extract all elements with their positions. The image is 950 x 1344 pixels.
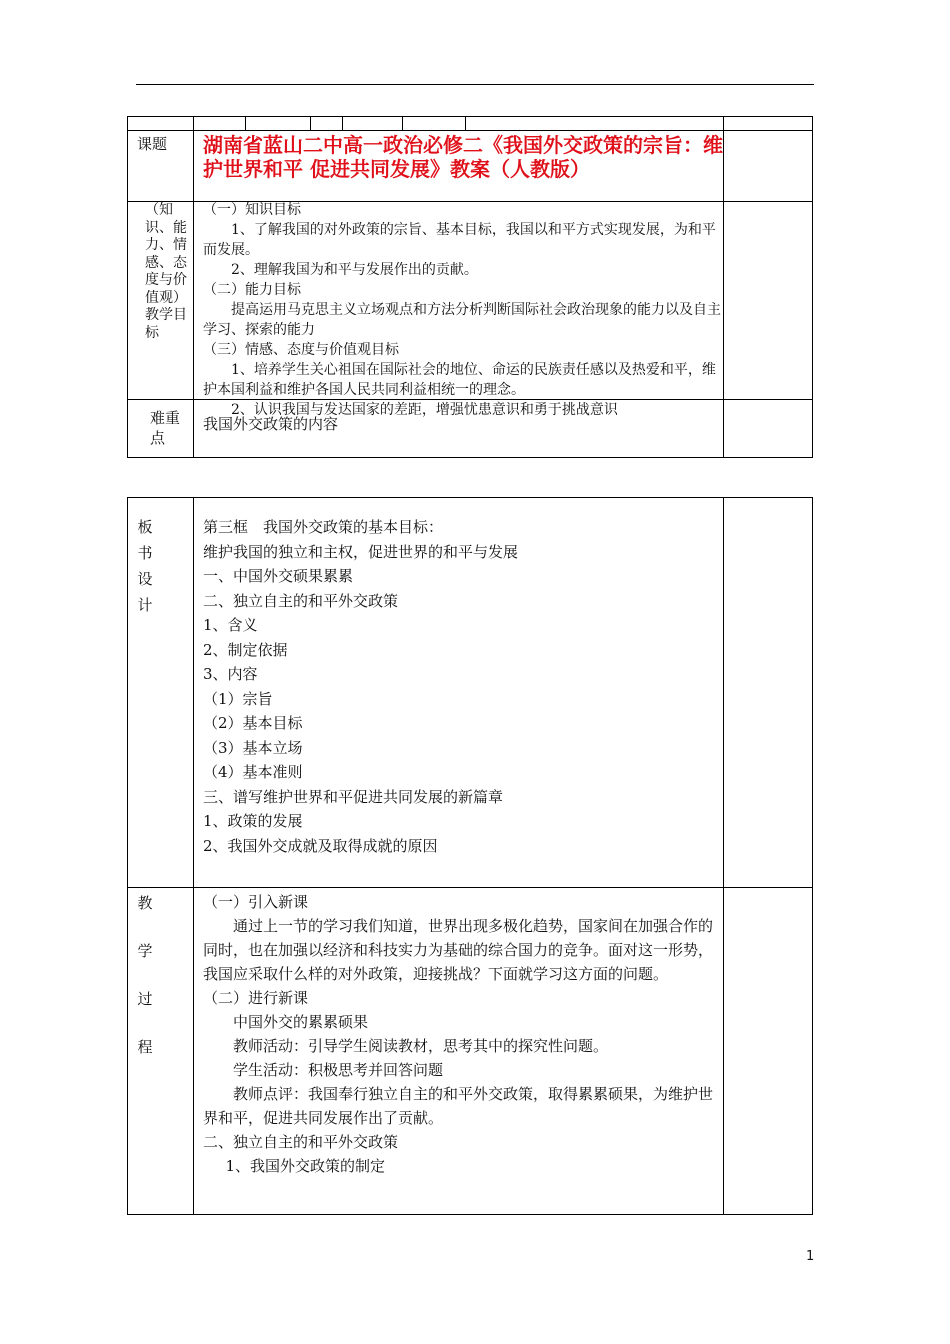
header-rule: [136, 84, 814, 85]
board-line: （1）宗旨: [203, 689, 273, 708]
board-line: （4）基本准则: [203, 763, 303, 781]
board-label-4: 计: [137, 596, 153, 614]
board-design-content: [203, 515, 721, 858]
process-label-1: 教: [137, 894, 153, 912]
process-label-3: 过: [137, 990, 153, 1008]
process-paragraph: 通过上一节的学习我们知道，世界出现多极化趋势，国家间在加强合作的同时，也在加强以经济和科技实力为基础的综合国力的竞争。面对这一形势，我国应采取什么样的对外政策，迎接挑战？下面就学习这方面的问题。: [203, 917, 714, 983]
objective-heading-emotion: （三）情感、态度与价值观目标: [203, 342, 399, 358]
board-label-2: 书: [137, 544, 153, 562]
process-heading-intro: （一）引入新课: [203, 893, 309, 911]
board-line: （3）基本立场: [203, 738, 303, 757]
board-label-3: 设: [137, 570, 153, 588]
title-label: 课题: [137, 135, 168, 153]
process-line: 1、我国外交政策的制定: [225, 1157, 386, 1175]
board-line: 2、我国外交成就及取得成就的原因: [203, 836, 438, 855]
page-number: 1: [806, 1249, 815, 1264]
objective-heading-knowledge: （一）知识目标: [203, 202, 301, 218]
process-heading-new: （二）进行新课: [203, 989, 309, 1007]
board-line: 三、谱写维护世界和平促进共同发展的新篇章: [203, 787, 504, 806]
process-line: 中国外交的累累硕果: [233, 1013, 369, 1031]
objectives-label: （知识、能力、情感、态度与价值观）教学目标: [145, 202, 187, 341]
board-line: 第三框 我国外交政策的基本目标：: [203, 518, 444, 536]
board-line: 维护我国的独立和主权，促进世界的和平与发展: [203, 542, 519, 561]
board-line: 一、中国外交硕果累累: [203, 567, 354, 585]
board-line: （2）基本目标: [203, 714, 303, 732]
objective-text: 1、培养学生关心祖国在国际社会的地位、命运的民族责任感以及热爱和平，维护本国利益和维护各国人民共同利益相统一的理念。: [203, 362, 716, 398]
board-line: 二、独立自主的和平外交政策: [203, 591, 399, 610]
objectives-content: [203, 200, 721, 420]
board-label-1: 板: [137, 518, 153, 536]
key-points-text: 我国外交政策的内容: [203, 415, 339, 433]
key-points-label: 难重点: [150, 409, 181, 447]
process-paragraph: 教师点评：我国奉行独立自主的和平外交政策，取得累累硕果，为维护世界和平，促进共同发展作出了贡献。: [203, 1085, 714, 1127]
board-line: 1、政策的发展: [203, 812, 303, 830]
board-line: 3、内容: [203, 665, 258, 683]
process-label-2: 学: [137, 942, 153, 960]
process-line: 学生活动：积极思考并回答问题: [233, 1061, 444, 1079]
objective-text: 2、理解我国为和平与发展作出的贡献。: [231, 262, 478, 278]
objective-text: 2、认识我国与发达国家的差距，增强忧患意识和勇于挑战意识: [231, 402, 618, 418]
process-label-4: 程: [137, 1038, 153, 1056]
objective-text: 1、了解我国的对外政策的宗旨、基本目标，我国以和平方式实现发展，为和平而发展。: [203, 222, 716, 258]
board-line: 2、制定依据: [203, 640, 288, 659]
teaching-process-content: [203, 890, 719, 1178]
board-line: 1、含义: [203, 616, 258, 634]
process-line: 二、独立自主的和平外交政策: [203, 1133, 399, 1151]
objective-text: 提高运用马克思主义立场观点和方法分析判断国际社会政治现象的能力以及自主学习、探索的能力: [203, 302, 721, 338]
process-line: 教师活动：引导学生阅读教材，思考其中的探究性问题。: [233, 1037, 609, 1055]
objective-heading-ability: （二）能力目标: [203, 282, 301, 298]
lesson-title: 湖南省蓝山二中高一政治必修二《我国外交政策的宗旨：维护世界和平 促进共同发展》教案（人教版）: [203, 133, 723, 181]
